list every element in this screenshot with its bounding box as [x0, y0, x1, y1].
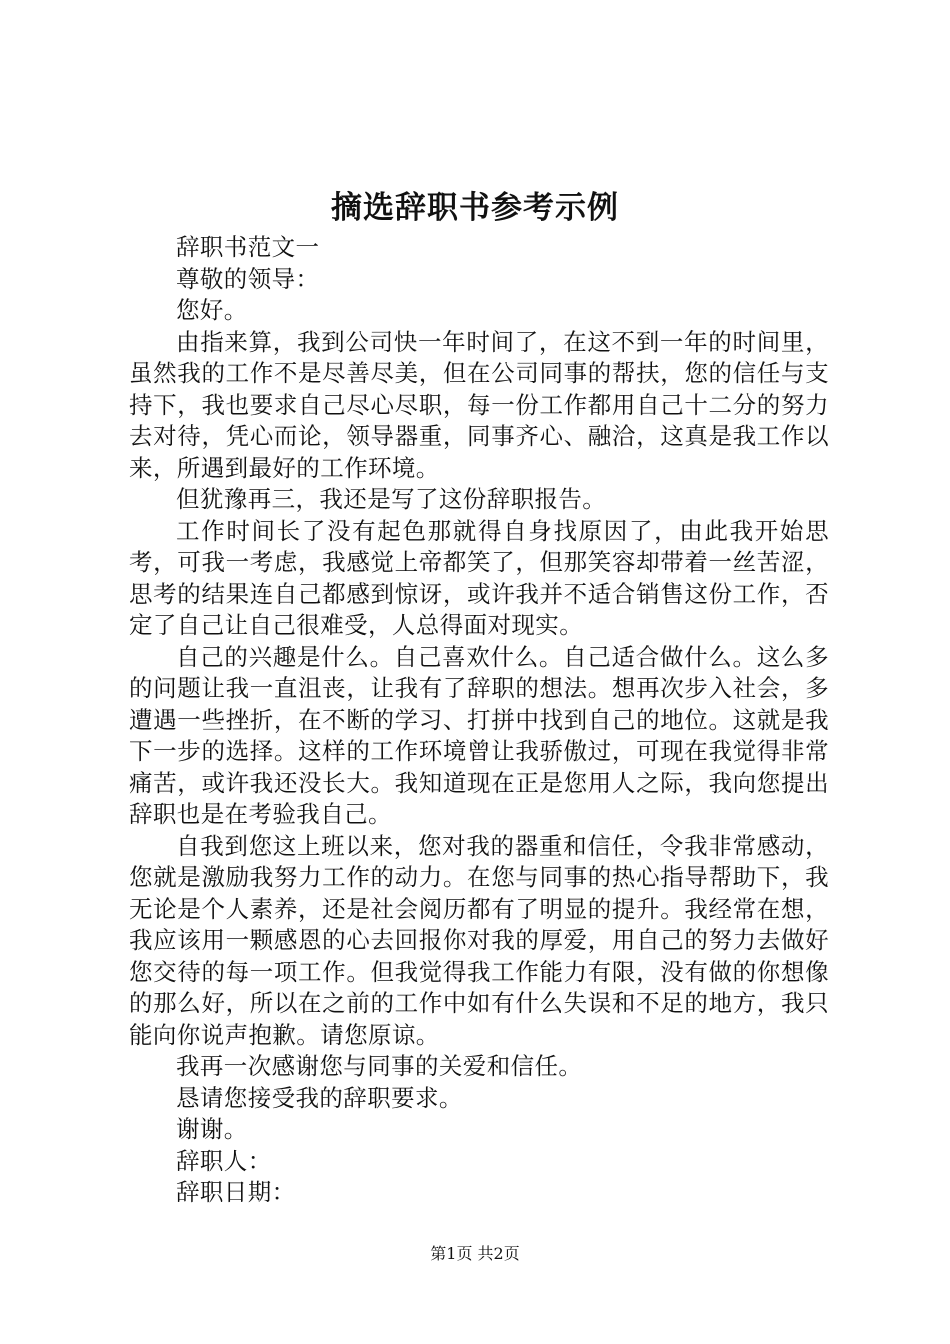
- paragraph: 自我到您这上班以来，您对我的器重和信任，令我非常感动，您就是激励我努力工作的动力。在您与同事的热心指导帮助下，我无论是个人素养，还是社会阅历都有了明显的提升。我经常在想，我应该用一颗感恩的心去回报你对我的厚爱，用自己的努力去做好您交待的每一项工作。但我觉得我工作能力有限，没有做的你想像的那么好，所以在之前的工作中如有什么失误和不足的地方，我只能向你说声抱歉。请您原谅。: [129, 831, 829, 1049]
- document-body: [129, 232, 829, 1209]
- paragraph: 由指来算，我到公司快一年时间了，在这不到一年的时间里，虽然我的工作不是尽善尽美，但在公司同事的帮扶，您的信任与支持下，我也要求自己尽心尽职，每一份工作都用自己十二分的努力去对待，凭心而论，领导器重，同事齐心、融洽，这真是我工作以来，所遇到最好的工作环境。: [129, 327, 829, 482]
- paragraph: 工作时间长了没有起色那就得自身找原因了，由此我开始思考，可我一考虑，我感觉上帝都笑了，但那笑容却带着一丝苦涩，思考的结果连自己都感到惊讶，或许我并不适合销售这份工作，否定了自己让自己很难受，人总得面对现实。: [129, 516, 829, 639]
- paragraph-heading: 辞职书范文一: [176, 233, 320, 261]
- paragraph-greeting: 您好。: [176, 296, 248, 324]
- paragraph: 我再一次感谢您与同事的关爱和信任。: [176, 1052, 583, 1080]
- document-title: 摘选辞职书参考示例: [331, 190, 619, 226]
- date-line: 辞职日期：: [176, 1178, 296, 1206]
- page-number-footer: 第1页 共2页: [430, 1244, 520, 1263]
- paragraph-salutation: 尊敬的领导：: [176, 264, 320, 293]
- paragraph-closing: 谢谢。: [176, 1115, 248, 1143]
- paragraph: 恳请您接受我的辞职要求。: [176, 1083, 463, 1112]
- paragraph: 自己的兴趣是什么。自己喜欢什么。自己适合做什么。这么多的问题让我一直沮丧，让我有了辞职的想法。想再次步入社会，多遭遇一些挫折，在不断的学习、打拼中找到自己的地位。这就是我下一步的选择。这样的工作环境曾让我骄傲过，可现在我觉得非常痛苦，或许我还没长大。我知道现在正是您用人之际，我向您提出辞职也是在考验我自己。: [129, 642, 829, 828]
- paragraph: 但犹豫再三，我还是写了这份辞职报告。: [176, 485, 607, 513]
- signature-line: 辞职人：: [176, 1146, 272, 1175]
